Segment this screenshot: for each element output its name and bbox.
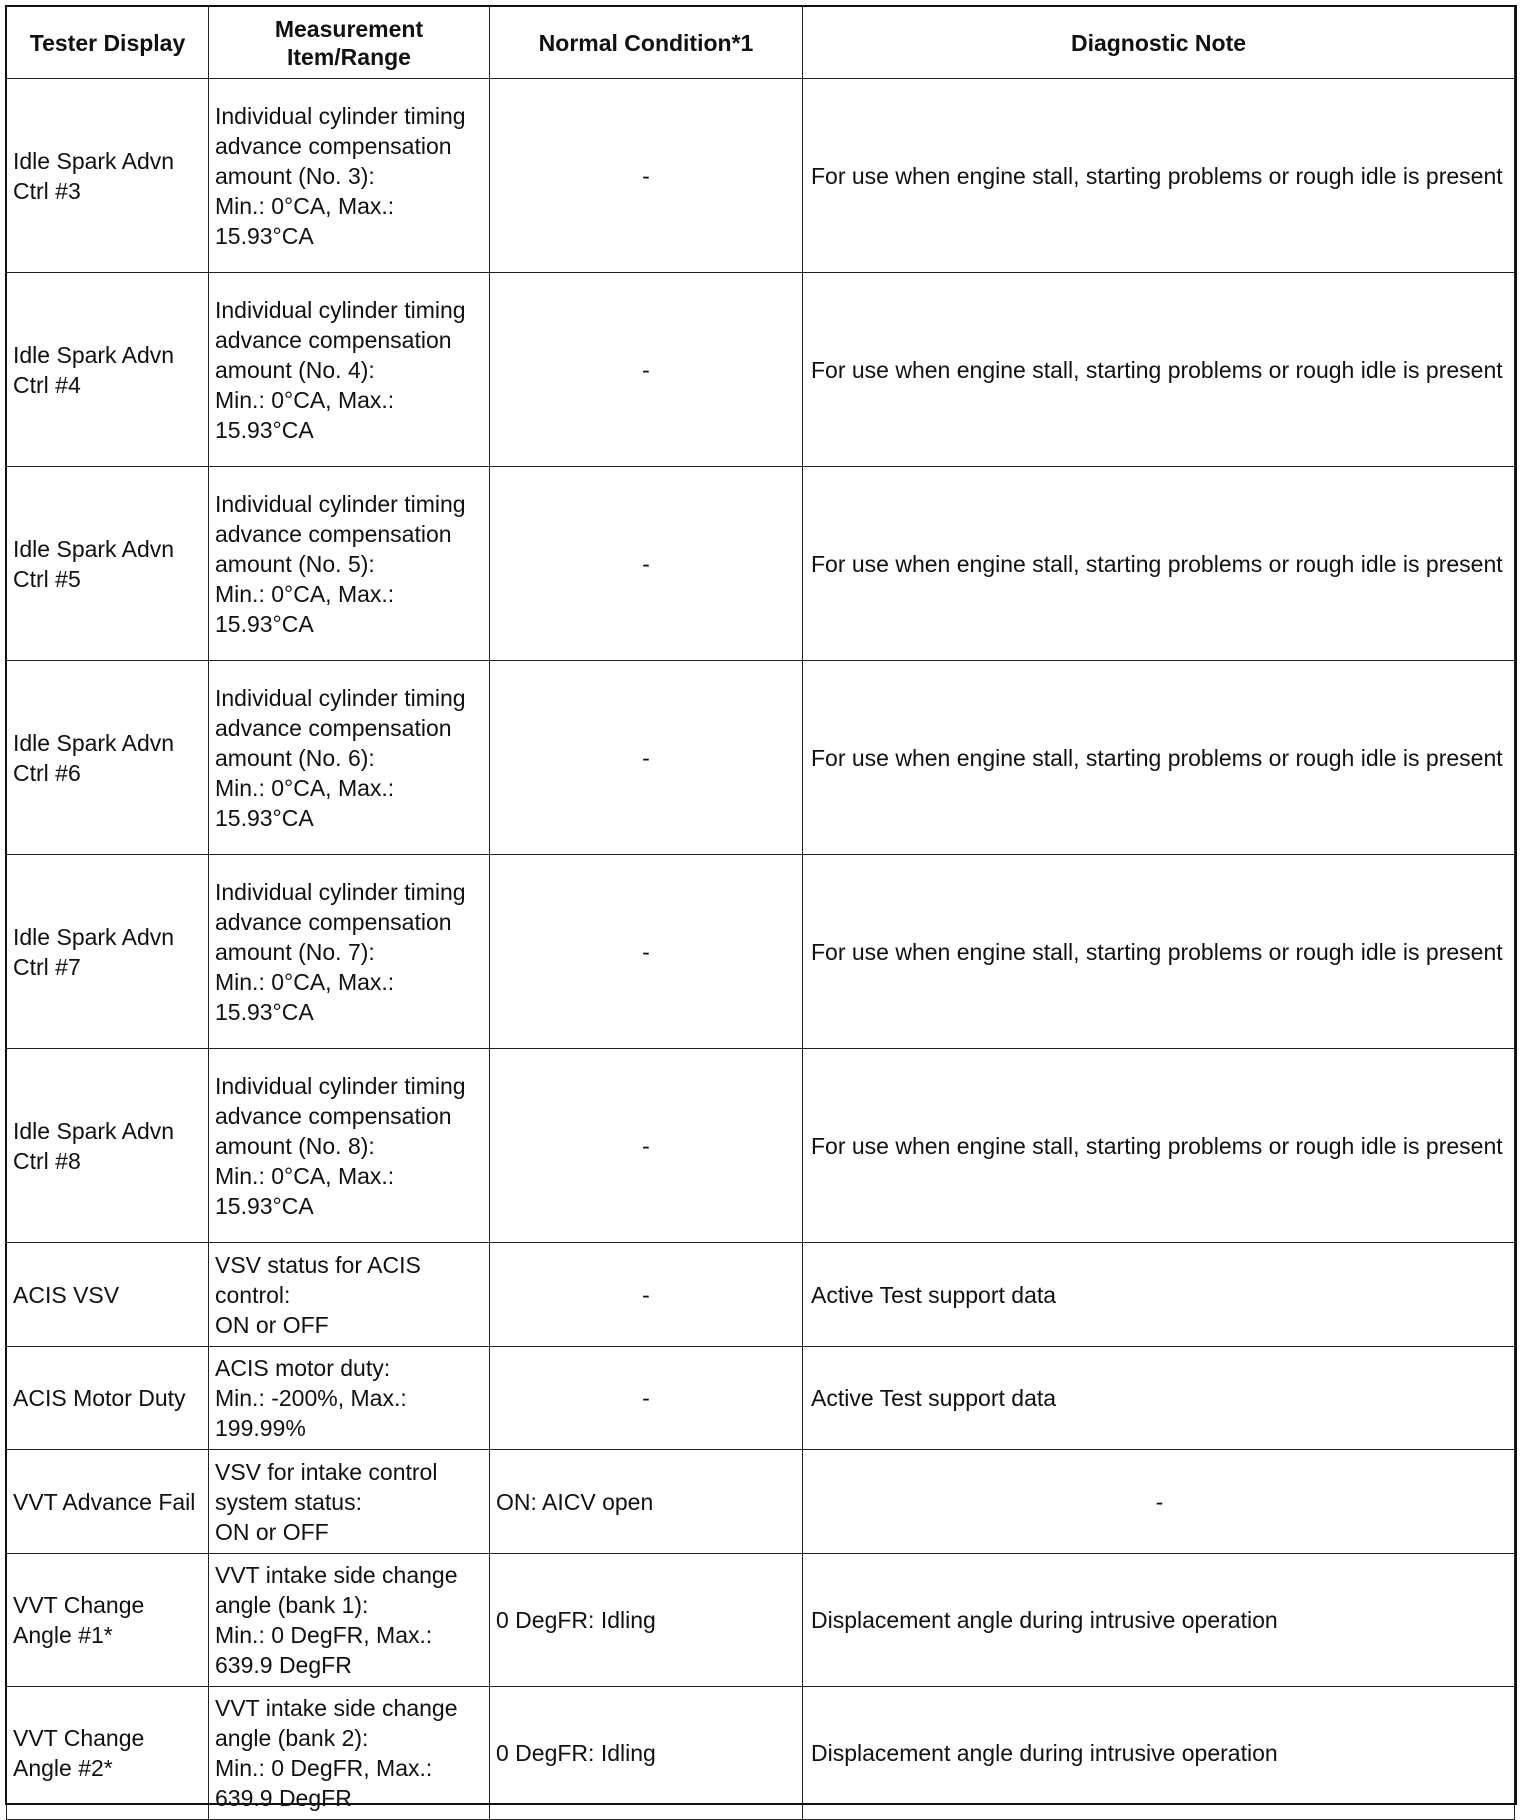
measurement-cell: Individual cylinder timing advance compensation amount (No. 7): Min.: 0°CA, Max.: 15.93°CA [209, 855, 490, 1049]
diagnostic-note-cell: For use when engine stall, starting problems or rough idle is present [803, 661, 1515, 855]
table-row [7, 273, 1515, 467]
measurement-cell: Individual cylinder timing advance compensation amount (No. 8): Min.: 0°CA, Max.: 15.93°CA [209, 1049, 490, 1243]
header-diagnostic-note: Diagnostic Note [803, 7, 1515, 79]
diagnostic-note-cell: For use when engine stall, starting problems or rough idle is present [803, 273, 1515, 467]
normal-condition-cell: - [490, 1243, 803, 1347]
table-row [7, 79, 1515, 273]
measurement-cell: Individual cylinder timing advance compensation amount (No. 6): Min.: 0°CA, Max.: 15.93°CA [209, 661, 490, 855]
diagnostic-note-cell: Displacement angle during intrusive operation [803, 1554, 1515, 1687]
measurement-cell: ACIS motor duty: Min.: -200%, Max.: 199.99% [209, 1347, 490, 1450]
diagnostic-note-cell: For use when engine stall, starting problems or rough idle is present [803, 79, 1515, 273]
measurement-cell: Individual cylinder timing advance compensation amount (No. 4): Min.: 0°CA, Max.: 15.93°CA [209, 273, 490, 467]
diagnostic-note-cell: Active Test support data [803, 1243, 1515, 1347]
tester-display-cell: Idle Spark Advn Ctrl #3 [7, 79, 209, 273]
tester-display-cell: VVT Change Angle #1* [7, 1554, 209, 1687]
normal-condition-cell: - [490, 855, 803, 1049]
measurement-cell: VSV status for ACIS control: ON or OFF [209, 1243, 490, 1347]
diagnostic-note-cell: For use when engine stall, starting problems or rough idle is present [803, 1049, 1515, 1243]
table-row [7, 1687, 1515, 1820]
tester-display-cell: Idle Spark Advn Ctrl #4 [7, 273, 209, 467]
tester-display-cell: ACIS VSV [7, 1243, 209, 1347]
normal-condition-cell: - [490, 79, 803, 273]
tester-display-cell: ACIS Motor Duty [7, 1347, 209, 1450]
tester-display-cell: VVT Change Angle #2* [7, 1687, 209, 1820]
normal-condition-cell: - [490, 1049, 803, 1243]
measurement-cell: VVT intake side change angle (bank 2): Min.: 0 DegFR, Max.: 639.9 DegFR [209, 1687, 490, 1820]
measurement-cell: VSV for intake control system status: ON or OFF [209, 1450, 490, 1554]
measurement-cell: Individual cylinder timing advance compensation amount (No. 5): Min.: 0°CA, Max.: 15.93°CA [209, 467, 490, 661]
header-normal-condition: Normal Condition*1 [490, 7, 803, 79]
table-header-row [7, 7, 1515, 79]
normal-condition-cell: - [490, 467, 803, 661]
table-row [7, 1554, 1515, 1687]
tester-display-cell: Idle Spark Advn Ctrl #6 [7, 661, 209, 855]
tester-display-cell: VVT Advance Fail [7, 1450, 209, 1554]
diagnostic-note-cell: Active Test support data [803, 1347, 1515, 1450]
diagnostic-note-cell: Displacement angle during intrusive operation [803, 1687, 1515, 1820]
header-measurement-item: Measurement Item/Range [209, 7, 490, 79]
table-row [7, 1347, 1515, 1450]
normal-condition-cell: - [490, 661, 803, 855]
diagnostic-note-cell: For use when engine stall, starting problems or rough idle is present [803, 467, 1515, 661]
tester-display-cell: Idle Spark Advn Ctrl #7 [7, 855, 209, 1049]
diagnostic-note-cell: For use when engine stall, starting problems or rough idle is present [803, 855, 1515, 1049]
normal-condition-cell: 0 DegFR: Idling [490, 1687, 803, 1820]
table-row [7, 1243, 1515, 1347]
diagnostic-note-cell: - [803, 1450, 1515, 1554]
table-row [7, 661, 1515, 855]
measurement-cell: Individual cylinder timing advance compensation amount (No. 3): Min.: 0°CA, Max.: 15.93°CA [209, 79, 490, 273]
normal-condition-cell: ON: AICV open [490, 1450, 803, 1554]
table-row [7, 467, 1515, 661]
table-row [7, 855, 1515, 1049]
normal-condition-cell: - [490, 1347, 803, 1450]
table-row [7, 1450, 1515, 1554]
normal-condition-cell: - [490, 273, 803, 467]
measurement-cell: VVT intake side change angle (bank 1): Min.: 0 DegFR, Max.: 639.9 DegFR [209, 1554, 490, 1687]
table-row [7, 1049, 1515, 1243]
header-tester-display: Tester Display [7, 7, 209, 79]
normal-condition-cell: 0 DegFR: Idling [490, 1554, 803, 1687]
tester-display-cell: Idle Spark Advn Ctrl #8 [7, 1049, 209, 1243]
tester-display-cell: Idle Spark Advn Ctrl #5 [7, 467, 209, 661]
data-list-table [6, 6, 1515, 1820]
